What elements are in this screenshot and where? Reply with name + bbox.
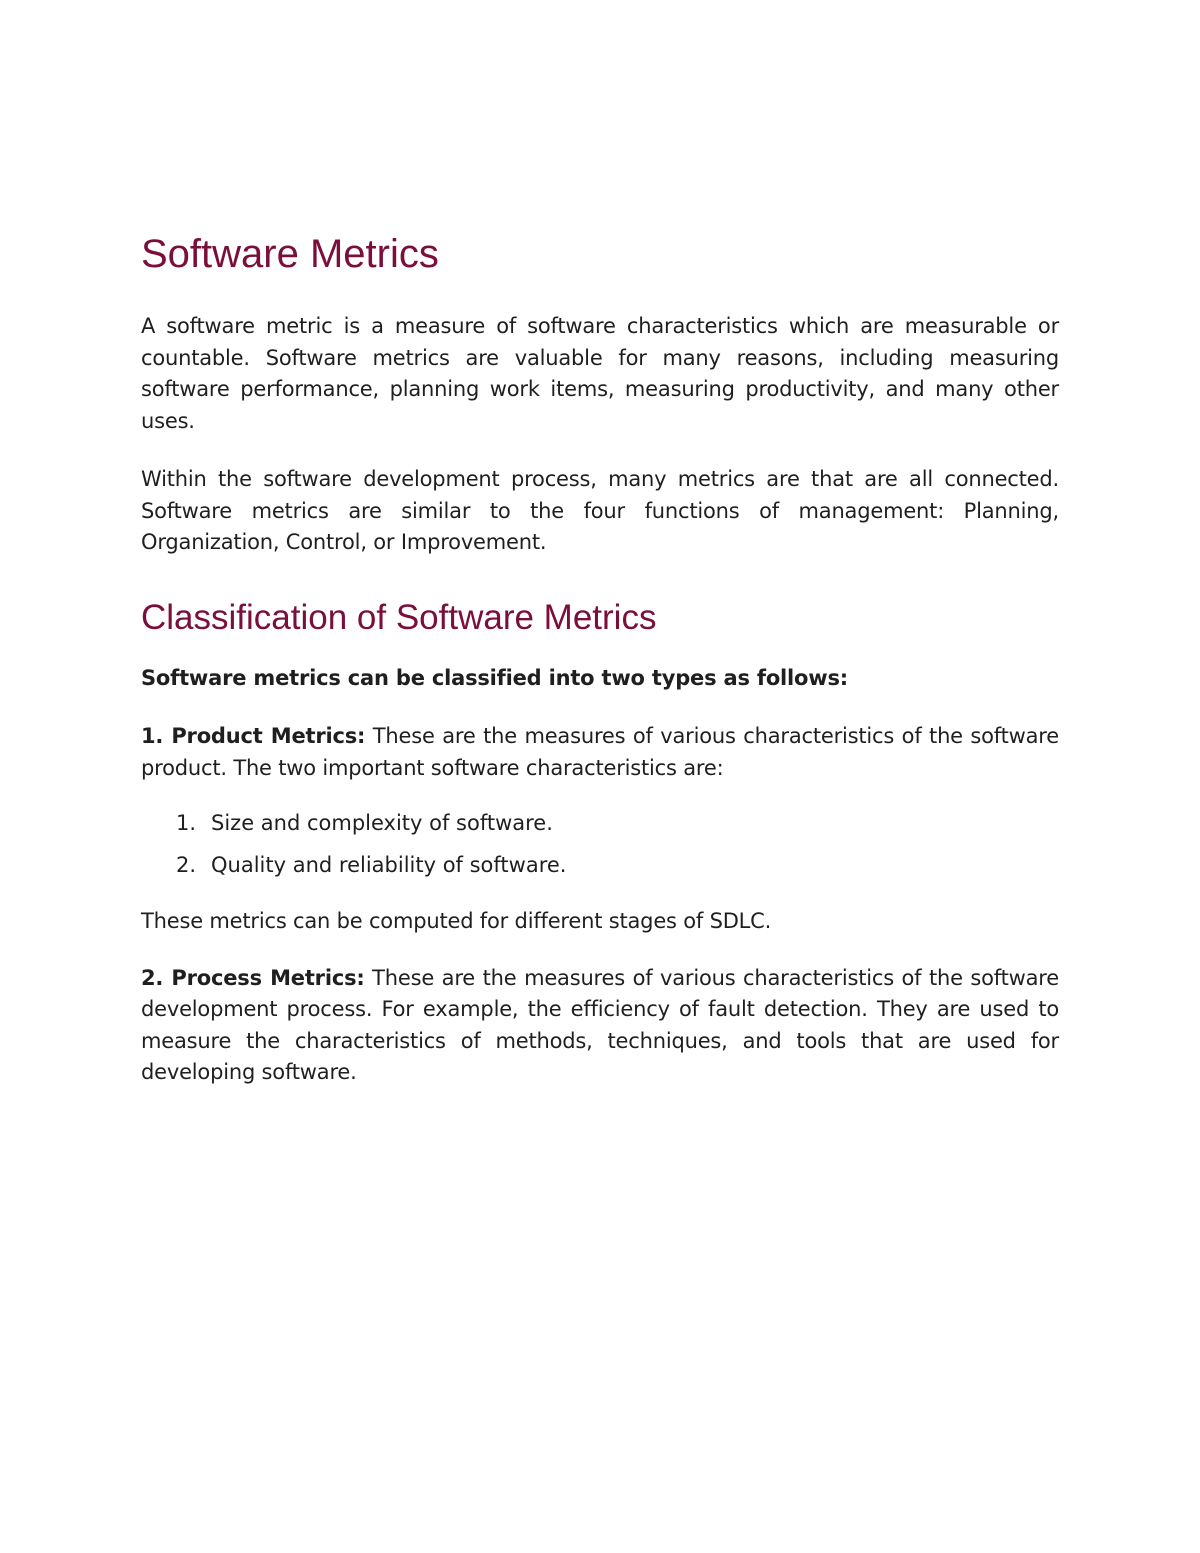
list-item-number: 2.: [176, 853, 197, 877]
characteristics-list: [141, 808, 1059, 881]
list-item: [176, 850, 1059, 881]
sdlc-note: These metrics can be computed for different stages of SDLC.: [141, 909, 772, 933]
product-metrics-text: These are the measures of various characteristics of the software product. The two important software characteristics are:: [141, 724, 1059, 780]
process-metrics-label: 2. Process Metrics:: [141, 965, 365, 990]
product-metrics-label: 1. Product Metrics:: [141, 724, 366, 748]
classification-intro: Software metrics can be classified into two types as follows:: [141, 665, 848, 690]
document-title: Software Metrics: [141, 232, 439, 276]
list-item-text: Size and complexity of software.: [211, 811, 553, 835]
list-item-number: 1.: [176, 811, 197, 835]
intro-paragraph-2: Within the software development process, many metrics are that are all connected. Software metrics are similar to the four functions of management: Planning, Organization, Control, or Improvement.: [141, 467, 1059, 554]
list-item-text: Quality and reliability of software.: [211, 853, 567, 877]
section-heading-classification: Classification of Software Metrics: [141, 597, 657, 637]
list-item: [176, 808, 1059, 839]
process-metrics-paragraph: [141, 963, 1059, 1089]
process-metrics-text: These are the measures of various characteristics of the software development process. For example, the efficiency of fault detection. They are used to measure the characteristics of methods, techniques, and tools that are used for developing software.: [141, 965, 1059, 1084]
intro-paragraph-1: A software metric is a measure of software characteristics which are measurable or countable. Software metrics are valuable for many reasons, including measuring software performance, planning work items, measuring productivity, and many other uses.: [141, 314, 1059, 433]
document-page: [141, 228, 1059, 1089]
product-metrics-paragraph: [141, 721, 1059, 784]
